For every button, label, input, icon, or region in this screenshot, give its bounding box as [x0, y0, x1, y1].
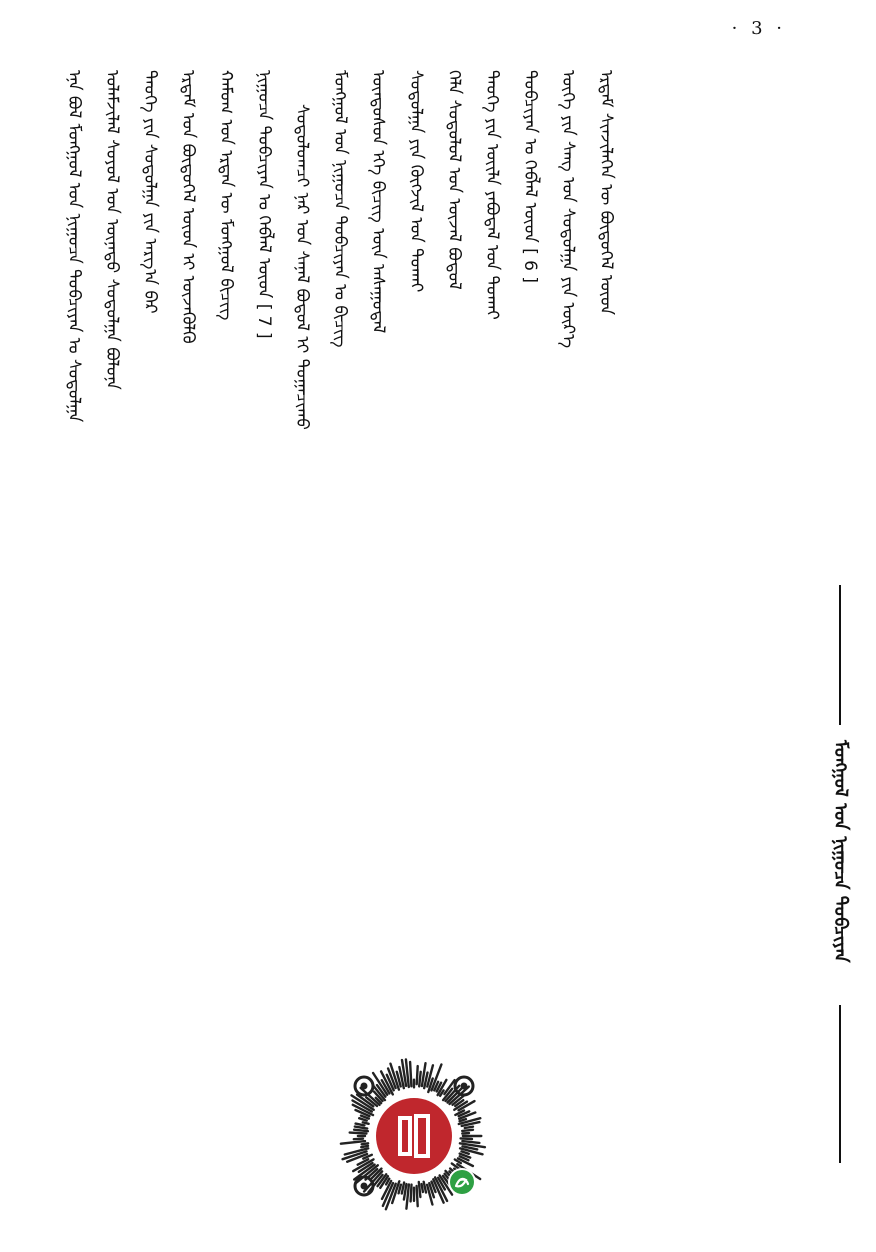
- book-icon: [398, 1114, 430, 1158]
- text-column: ᠤᠯᠠᠮᠵᠢᠯᠠᠯ ᠰᠣᠶᠣᠯ ᠤᠨ ᠦᠨᠡᠲᠦ ᠰᠤᠳᠤᠯᠭᠠ ᠪᠣᠯᠤᠨᠠ: [102, 70, 122, 390]
- qr-ray: [419, 1182, 421, 1197]
- text-column: ᠬᠡᠯᠡ ᠰᠤᠳᠤᠯᠤᠯ ᠤᠨ ᠦᠵᠡᠯ ᠪᠣᠳᠤᠯ: [444, 70, 464, 290]
- text-column: ᠦᠭᠡ ᠶᠢᠨ ᠰᠠᠩ ᠤᠨ ᠰᠤᠳᠤᠯᠭᠠ ᠶᠢᠨ ᠦᠷ᠎ᠡ: [558, 70, 578, 349]
- qr-ray: [361, 1146, 368, 1147]
- qr-ray: [354, 1130, 368, 1132]
- text-column: ᠲᠡᠦᠬᠡ ᠶᠢᠨ ᠦᠢᠯᠡ ᠶᠠᠪᠤᠳᠠᠯ ᠤᠨ ᠲᠤᠬᠠᠢ: [482, 70, 502, 320]
- text-column: ᠮᠣᠩᠭᠣᠯ ᠤᠨ ᠨᠢᠭᠤᠴᠠ ᠲᠣᠪᠴᠢᠶᠠᠨ ᠤ ᠪᠢᠴᠢᠭ: [330, 70, 350, 348]
- qr-ray: [465, 1127, 473, 1128]
- text-column: ᠦᠨᠳᠦᠰᠦᠨ ᠡᠬᠡ ᠪᠢᠴᠢᠭ ᠦᠨ ᠠᠰᠠᠭᠤᠳᠠᠯ: [368, 70, 388, 334]
- header-rule-top: [839, 585, 841, 725]
- text-column: ᠲᠡᠦᠬᠡ ᠶᠢᠨ ᠰᠤᠳᠤᠯᠭᠠ ᠶᠢᠨ ᠠᠷᠭ᠎ᠠ ᠪᠠᠷ: [140, 70, 160, 314]
- qr-ray: [411, 1185, 412, 1202]
- text-column: ᠨᠢᠭᠤᠴᠠ ᠲᠣᠪᠴᠢᠶᠠᠨ ᠤ ᠬᠡᠪᠯᠡᠯ ᠦᠳ [ 7 ]: [254, 70, 274, 339]
- qr-ray: [355, 1127, 367, 1129]
- page-number: · 3 ·: [731, 18, 786, 39]
- qr-ray: [462, 1130, 473, 1131]
- qr-ray: [402, 1183, 404, 1194]
- text-column: ᠡᠷᠳᠡᠮ ᠤᠨ ᠪᠦᠲᠦᠭᠡᠯ ᠦᠳ ᠢ ᠦᠵᠡᠭᠦᠯᠬᠦ: [178, 70, 198, 344]
- running-head-title: ᠮᠣᠩᠭᠣᠯ ᠤᠨ ᠨᠢᠭᠤᠴᠠ ᠲᠣᠪᠴᠢᠶᠠᠨ: [830, 740, 851, 963]
- mini-program-icon: [450, 1170, 474, 1194]
- qr-ray: [354, 1139, 363, 1140]
- qr-ray: [462, 1141, 479, 1143]
- qr-finder-bottom-left-dot: [361, 1183, 368, 1190]
- qr-finder-top-left-dot: [361, 1083, 368, 1090]
- qr-ray: [422, 1184, 423, 1192]
- qr-code-graphic: [336, 1058, 492, 1214]
- header-rule-bottom: [839, 1005, 841, 1163]
- qr-ray: [419, 1072, 421, 1087]
- qr-ray: [363, 1122, 369, 1124]
- qr-ray: [461, 1138, 472, 1139]
- text-column: ᠡᠨᠡ ᠪᠣᠯ ᠮᠣᠩᠭᠣᠯ ᠤᠨ ᠨᠢᠭᠤᠴᠠ ᠲᠣᠪᠴᠢᠶᠠᠨ ᠤ ᠰᠤᠳᠤᠯᠭᠠ: [64, 70, 84, 423]
- qr-code-icon[interactable]: [336, 1058, 492, 1214]
- body-text: [60, 70, 800, 1230]
- qr-ray: [424, 1182, 426, 1193]
- qr-ray: [350, 1133, 367, 1134]
- text-column: ᠲᠣᠪᠴᠢᠶᠠᠨ ᠤ ᠬᠡᠪᠯᠡᠯ ᠦᠳ [ 6 ]: [520, 70, 540, 284]
- text-column: ᠰᠤᠳᠤᠯᠤᠭᠴᠢ ᠨᠠᠷ ᠤᠨ ᠰᠠᠨᠠᠯ ᠪᠣᠳᠤᠯ ᠢ ᠲᠣᠭᠠᠴᠢᠬᠤ: [292, 104, 312, 430]
- text-column: ᠡᠷᠳᠡᠮ ᠰᠢᠨᠵᠢᠯᠡᠭᠡᠨ ᠦ ᠪᠦᠲᠦᠭᠡᠯ ᠦᠳ: [596, 70, 616, 315]
- qr-ray: [362, 1143, 368, 1144]
- text-column: ᠰᠤᠳᠤᠯᠭᠠ ᠶᠢᠨ ᠬᠥᠭᠵᠢᠯ ᠤᠨ ᠲᠤᠬᠠᠢ: [406, 70, 426, 293]
- qr-ray: [417, 1186, 418, 1206]
- text-column: ᠬᠠᠮᠤᠭ ᠤᠨ ᠡᠷᠲᠡᠨ ᠦ ᠮᠣᠩᠭᠣᠯ ᠪᠢᠴᠢᠭ: [216, 70, 236, 321]
- qr-ray: [410, 1062, 411, 1086]
- running-head: [820, 585, 860, 1163]
- qr-finder-top-right-dot: [461, 1083, 468, 1090]
- qr-ray: [417, 1066, 418, 1084]
- qr-ray: [356, 1124, 365, 1126]
